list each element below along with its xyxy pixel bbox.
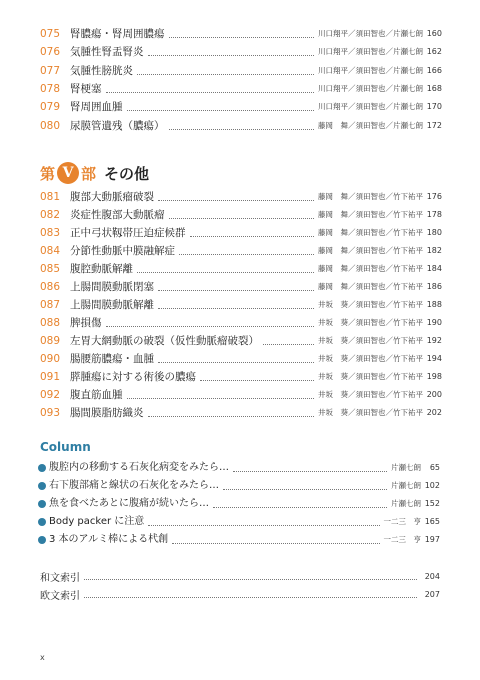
entry-page: 182 <box>426 246 442 255</box>
leader-dots <box>169 37 315 38</box>
entry-authors: 川口翔平／須田智也／片瀬七朗 <box>318 66 423 75</box>
entry-page: 194 <box>426 354 442 363</box>
column-entry <box>38 459 440 477</box>
leader-dots <box>84 579 417 580</box>
entry-page: 198 <box>426 372 442 381</box>
entry-number: 087 <box>40 299 61 311</box>
toc-entry <box>40 188 442 206</box>
leader-dots <box>158 362 314 363</box>
entry-number: 085 <box>40 263 61 275</box>
column-entry <box>38 531 440 549</box>
entry-title: 腎膿瘍・腎周囲膿瘍 <box>70 28 165 40</box>
entry-title: 左胃大網動脈の破裂（仮性動脈瘤破裂） <box>70 335 259 347</box>
entry-number: 079 <box>40 101 61 113</box>
entry-title: 上腸間膜動脈閉塞 <box>70 281 154 293</box>
toc-entry <box>40 242 442 260</box>
toc-entry <box>40 206 442 224</box>
column-author: 片瀬七朗 <box>391 481 421 490</box>
entry-title: 腎梗塞 <box>70 83 102 95</box>
entry-page: 180 <box>426 228 442 237</box>
page-folio: x <box>40 653 45 662</box>
column-author: 片瀬七朗 <box>391 499 421 508</box>
toc-entry <box>40 62 442 80</box>
entry-number: 076 <box>40 46 61 58</box>
toc-entry <box>40 314 442 332</box>
part-prefix: 第 <box>40 164 56 183</box>
column-entry <box>38 513 440 531</box>
entry-authors: 藤岡 舞／須田智也／竹下祐平 <box>318 210 423 219</box>
leader-dots <box>200 380 314 381</box>
column-entry <box>38 477 440 495</box>
toc-entry <box>40 278 442 296</box>
entry-number: 080 <box>40 120 61 132</box>
entry-number: 093 <box>40 407 61 419</box>
entry-number: 091 <box>40 371 61 383</box>
entry-number: 083 <box>40 227 61 239</box>
leader-dots <box>233 471 387 472</box>
toc-entry <box>40 224 442 242</box>
entry-title: 尿膜管遺残（膿瘍） <box>70 120 165 132</box>
entry-page: 166 <box>426 66 442 75</box>
entry-authors: 井坂 葵／須田智也／竹下祐平 <box>318 408 423 417</box>
leader-dots <box>179 254 314 255</box>
column-author: 片瀬七朗 <box>391 463 421 472</box>
entry-number: 078 <box>40 83 61 95</box>
entry-title: 腹腔動脈解離 <box>70 263 133 275</box>
index-page: 204 <box>424 571 440 581</box>
entry-title: 腸腰筋膿瘍・血腫 <box>70 353 154 365</box>
entry-page: 192 <box>426 336 442 345</box>
leader-dots <box>223 489 387 490</box>
entry-authors: 川口翔平／須田智也／片瀬七朗 <box>318 84 423 93</box>
entry-authors: 井坂 葵／須田智也／竹下祐平 <box>318 300 423 309</box>
entry-number: 084 <box>40 245 61 257</box>
column-page: 102 <box>424 481 440 490</box>
leader-dots <box>106 326 315 327</box>
toc-entry <box>40 332 442 350</box>
column-page: 165 <box>424 517 440 526</box>
leader-dots <box>148 55 315 56</box>
leader-dots <box>158 290 314 291</box>
index-entry <box>40 567 440 585</box>
column-heading: Column <box>40 440 91 454</box>
entry-page: 172 <box>426 121 442 130</box>
toc-entry <box>40 98 442 116</box>
entry-authors: 藤岡 舞／須田智也／竹下祐平 <box>318 282 423 291</box>
entry-page: 190 <box>426 318 442 327</box>
leader-dots <box>106 92 315 93</box>
entry-page: 178 <box>426 210 442 219</box>
toc-entry <box>40 404 442 422</box>
leader-dots <box>190 236 315 237</box>
column-title: 3 本のアルミ棒による杙創 <box>49 534 169 545</box>
toc-entry <box>40 368 442 386</box>
part-heading <box>40 160 149 186</box>
entry-page: 200 <box>426 390 442 399</box>
leader-dots <box>169 129 315 130</box>
leader-dots <box>127 110 315 111</box>
bullet-icon <box>38 482 46 490</box>
entry-number: 075 <box>40 28 61 40</box>
entry-page: 176 <box>426 192 442 201</box>
part-suffix: 部 <box>81 164 97 183</box>
column-title: 魚を食べたあとに腹痛が続いたら… <box>49 498 209 509</box>
entry-page: 162 <box>426 47 442 56</box>
entry-authors: 川口翔平／須田智也／片瀬七朗 <box>318 102 423 111</box>
entry-authors: 川口翔平／須田智也／片瀬七朗 <box>318 47 423 56</box>
entry-page: 160 <box>426 29 442 38</box>
entry-authors: 藤岡 舞／須田智也／竹下祐平 <box>318 192 423 201</box>
entry-authors: 川口翔平／須田智也／片瀬七朗 <box>318 29 423 38</box>
index-title: 欧文索引 <box>40 590 80 602</box>
entry-title: 膵腫瘍に対する術後の膿瘍 <box>70 371 196 383</box>
bullet-icon <box>38 500 46 508</box>
entry-number: 090 <box>40 353 61 365</box>
part-title: その他 <box>104 164 150 183</box>
entry-number: 081 <box>40 191 61 203</box>
leader-dots <box>84 597 417 598</box>
entry-title: 腹部大動脈瘤破裂 <box>70 191 154 203</box>
entry-title: 腎周囲血腫 <box>70 101 123 113</box>
column-author: 一二三 亨 <box>383 517 421 526</box>
leader-dots <box>213 507 387 508</box>
entry-number: 088 <box>40 317 61 329</box>
entry-number: 082 <box>40 209 61 221</box>
entry-page: 186 <box>426 282 442 291</box>
column-page: 152 <box>424 499 440 508</box>
entry-authors: 井坂 葵／須田智也／竹下祐平 <box>318 390 423 399</box>
entry-page: 170 <box>426 102 442 111</box>
leader-dots <box>137 272 314 273</box>
toc-entry <box>40 80 442 98</box>
index-page: 207 <box>424 589 440 599</box>
column-page: 65 <box>429 463 440 472</box>
entry-number: 092 <box>40 389 61 401</box>
entry-authors: 井坂 葵／須田智也／竹下祐平 <box>318 354 423 363</box>
leader-dots <box>169 218 315 219</box>
column-page: 197 <box>424 535 440 544</box>
leader-dots <box>137 74 314 75</box>
entry-authors: 井坂 葵／須田智也／竹下祐平 <box>318 336 423 345</box>
entry-page: 184 <box>426 264 442 273</box>
leader-dots <box>158 308 314 309</box>
entry-title: 炎症性腹部大動脈瘤 <box>70 209 165 221</box>
entry-number: 086 <box>40 281 61 293</box>
entry-title: 気腫性腎盂腎炎 <box>70 46 144 58</box>
toc-entry <box>40 25 442 43</box>
entry-authors: 井坂 葵／須田智也／竹下祐平 <box>318 372 423 381</box>
entry-title: 上腸間膜動脈解離 <box>70 299 154 311</box>
entry-authors: 藤岡 舞／須田智也／片瀬七朗 <box>318 121 423 130</box>
entry-page: 188 <box>426 300 442 309</box>
column-author: 一二三 亨 <box>383 535 421 544</box>
toc-entry <box>40 350 442 368</box>
bullet-icon <box>38 464 46 472</box>
column-title: 腹腔内の移動する石灰化病変をみたら… <box>49 462 229 473</box>
entry-title: 腹直筋血腫 <box>70 389 123 401</box>
entry-title: 分節性動脈中膜融解症 <box>70 245 175 257</box>
bullet-icon <box>38 536 46 544</box>
entry-page: 202 <box>426 408 442 417</box>
column-title: Body packer に注意 <box>49 516 145 527</box>
part-numeral-badge: V <box>57 162 79 184</box>
leader-dots <box>263 344 314 345</box>
entry-title: 腸間膜脂肪織炎 <box>70 407 144 419</box>
toc-entry <box>40 260 442 278</box>
bullet-icon <box>38 518 46 526</box>
entry-page: 168 <box>426 84 442 93</box>
toc-entry <box>40 117 442 135</box>
entry-authors: 藤岡 舞／須田智也／竹下祐平 <box>318 264 423 273</box>
toc-entry <box>40 386 442 404</box>
leader-dots <box>148 416 315 417</box>
leader-dots <box>172 543 379 544</box>
entry-number: 077 <box>40 65 61 77</box>
entry-authors: 藤岡 舞／須田智也／竹下祐平 <box>318 246 423 255</box>
entry-title: 脾損傷 <box>70 317 102 329</box>
leader-dots <box>127 398 315 399</box>
entry-authors: 藤岡 舞／須田智也／竹下祐平 <box>318 228 423 237</box>
entry-authors: 井坂 葵／須田智也／竹下祐平 <box>318 318 423 327</box>
leader-dots <box>148 525 379 526</box>
leader-dots <box>158 200 314 201</box>
entry-title: 正中弓状靱帯圧迫症候群 <box>70 227 186 239</box>
index-title: 和文索引 <box>40 572 80 584</box>
column-title: 右下腹部痛と線状の石灰化をみたら… <box>49 480 219 491</box>
column-entry <box>38 495 440 513</box>
index-entry <box>40 585 440 603</box>
entry-number: 089 <box>40 335 61 347</box>
toc-entry <box>40 43 442 61</box>
toc-entry <box>40 296 442 314</box>
entry-title: 気腫性膀胱炎 <box>70 65 133 77</box>
